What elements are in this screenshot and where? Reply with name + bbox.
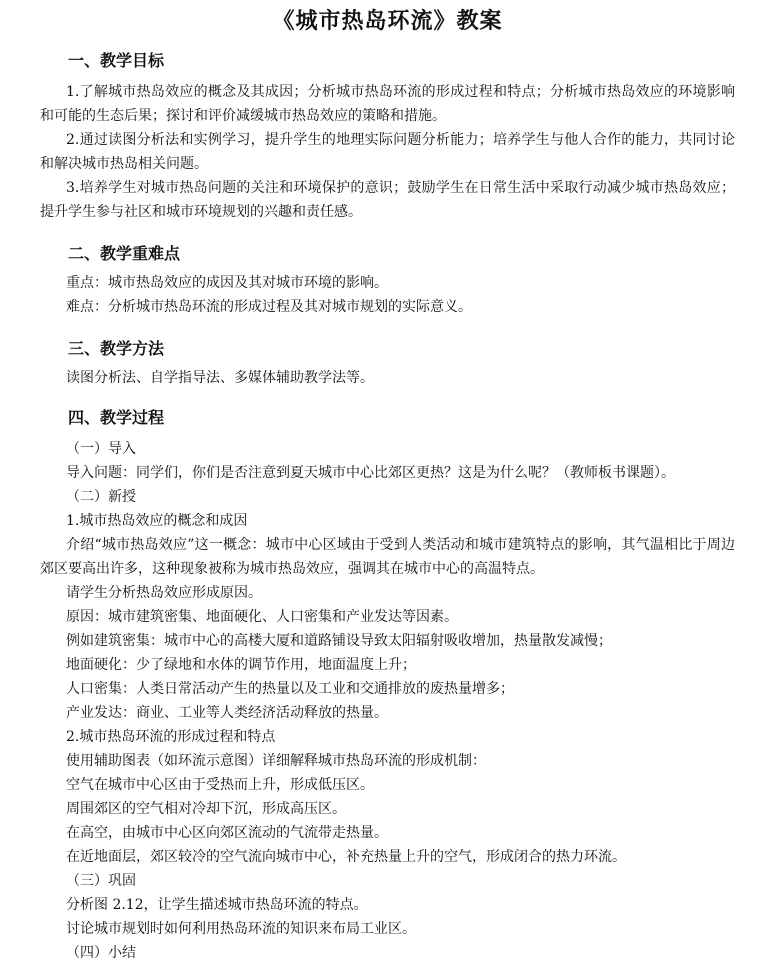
- page-title: 《城市热岛环流》教案: [272, 9, 503, 34]
- intro-text: 导入问题：同学们，你们是否注意到夏天城市中心比郊区更热？这是为什么呢？（教师板书课题）。: [66, 465, 675, 481]
- difficult-point: 难点：分析城市热岛环流的形成过程及其对城市规划的实际意义。: [66, 299, 472, 315]
- heading-teaching-objectives: 一、教学目标: [68, 51, 165, 70]
- part1-intro: 介绍“城市热岛效应”这一概念：城市中心区域由于受到人类活动和城市建筑特点的影响，其气温相比于周边郊区要高出许多，这种现象被称为城市热岛效应，强调其在城市中心的高温特点。: [40, 537, 735, 577]
- summary-label: （四）小结: [66, 945, 136, 961]
- heading-teaching-methods: 三、教学方法: [68, 339, 165, 358]
- part2-intro: 使用辅助图表（如环流示意图）详细解释城市热岛环流的形成机制：: [66, 753, 486, 769]
- heading-key-difficult-points: 二、教学重难点: [68, 244, 181, 263]
- part2-step-rise: 空气在城市中心区由于受热而上升，形成低压区。: [66, 777, 374, 793]
- part1-developed-industry: 产业发达：商业、工业等人类经济活动释放的热量。: [66, 705, 388, 721]
- part1-title: 1.城市热岛效应的概念和成因: [66, 513, 248, 529]
- heading-teaching-process: 四、教学过程: [68, 408, 165, 427]
- consolidate-task-1: 分析图 2.12，让学生描述城市热岛环流的特点。: [66, 897, 368, 913]
- objective-3: 3.培养学生对城市热岛问题的关注和环境保护的意识；鼓励学生在日常生活中采取行动减少城市热岛效应；提升学生参与社区和城市环境规划的兴趣和责任感。: [40, 180, 735, 220]
- objective-1: 1.了解城市热岛效应的概念及其成因；分析城市热岛环流的形成过程和特点；分析城市热岛效应的环境影响和可能的生态后果；探讨和评价减缓城市热岛效应的策略和措施。: [40, 84, 735, 124]
- methods-text: 读图分析法、自学指导法、多媒体辅助教学法等。: [66, 370, 374, 386]
- part1-dense-population: 人口密集：人类日常活动产生的热量以及工业和交通排放的废热量增多；: [66, 681, 514, 697]
- key-point: 重点：城市热岛效应的成因及其对城市环境的影响。: [66, 275, 388, 291]
- new-lesson-label: （二）新授: [66, 489, 136, 505]
- part1-hardened-ground: 地面硬化：少了绿地和水体的调节作用，地面温度上升；: [66, 657, 416, 673]
- part2-step-sink: 周围郊区的空气相对冷却下沉，形成高压区。: [66, 801, 346, 817]
- objective-2: 2.通过读图分析法和实例学习，提升学生的地理实际问题分析能力；培养学生与他人合作的能力，共同讨论和解决城市热岛相关问题。: [40, 132, 735, 172]
- part1-dense-buildings: 例如建筑密集：城市中心的高楼大厦和道路铺设导致太阳辐射吸收增加，热量散发减慢；: [66, 633, 612, 649]
- part2-step-surface-flow: 在近地面层，郊区较冷的空气流向城市中心，补充热量上升的空气，形成闭合的热力环流。: [66, 849, 626, 865]
- part1-question: 请学生分析热岛效应形成原因。: [66, 585, 262, 601]
- intro-label: （一）导入: [66, 441, 136, 457]
- part2-title: 2.城市热岛环流的形成过程和特点: [66, 729, 276, 745]
- consolidate-label: （三）巩固: [66, 873, 136, 889]
- consolidate-task-2: 讨论城市规划时如何利用热岛环流的知识来布局工业区。: [66, 921, 416, 937]
- part2-step-upper-flow: 在高空，由城市中心区向郊区流动的气流带走热量。: [66, 825, 388, 841]
- part1-cause: 原因：城市建筑密集、地面硬化、人口密集和产业发达等因素。: [66, 609, 458, 625]
